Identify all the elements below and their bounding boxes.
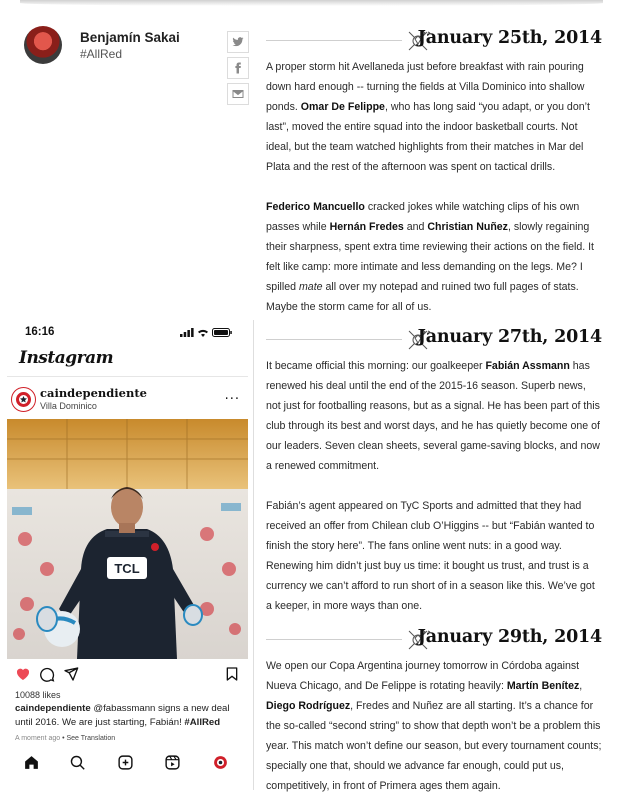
author-card bbox=[24, 26, 244, 66]
player-name: Diego Rodríguez bbox=[266, 700, 351, 712]
search-icon[interactable] bbox=[69, 754, 86, 771]
reels-icon[interactable] bbox=[164, 754, 181, 771]
instagram-logo[interactable]: Instagram bbox=[19, 348, 114, 368]
caption-text: @fabassmann signs a new deal until 2016. We are just starting, Fabián! bbox=[15, 703, 230, 728]
share-buttons bbox=[227, 31, 249, 109]
entry-paragraph bbox=[266, 197, 602, 317]
entry-date: January 29th, 2014 bbox=[417, 627, 602, 647]
email-share-button[interactable] bbox=[227, 83, 249, 105]
paragraph-text: , slowly regaining their sharpness, spent extra time reviewing their actions on the field. It felt like camp: more intimate and less demanding on the legs. Me? I spilled bbox=[266, 221, 594, 293]
paragraph-text: , who has long said “you adapt, or you don’t last”, moved the entire squad into the indoor basketball courts. Not ideal, but the team watched highlights from their matches in Mar del Plata and the rest of the afternoon was spent on tactical drills. bbox=[266, 101, 590, 173]
twitter-icon bbox=[232, 36, 244, 48]
post-location[interactable]: Villa Dominico bbox=[40, 401, 97, 411]
caption-hashtag[interactable]: #AllRed bbox=[184, 717, 221, 728]
post-caption bbox=[15, 702, 240, 730]
post-username[interactable]: caindependiente bbox=[40, 386, 147, 400]
author-hashtag[interactable]: #AllRed bbox=[80, 47, 123, 61]
paragraph-text: and bbox=[403, 221, 428, 233]
player-name: Christian Nuñez bbox=[427, 221, 508, 233]
instagram-embed bbox=[7, 318, 248, 790]
post-photo[interactable] bbox=[7, 419, 248, 659]
journal-entry bbox=[266, 28, 602, 317]
entry-header bbox=[266, 28, 602, 54]
entry-date: January 25th, 2014 bbox=[417, 28, 602, 48]
paragraph-text: all over my notepad and ruined two full pages of stats. Maybe the storm came for all of us. bbox=[266, 281, 579, 313]
time-ago: A moment ago bbox=[15, 735, 61, 742]
paragraph-text: cracked jokes while watching clips of his own passes while bbox=[266, 201, 580, 233]
caption-username[interactable]: caindependiente bbox=[15, 703, 91, 714]
post-header bbox=[7, 384, 248, 414]
player-name: Hernán Fredes bbox=[329, 221, 404, 233]
entry-header bbox=[266, 627, 602, 653]
column-divider bbox=[253, 320, 254, 790]
entry-rule bbox=[266, 639, 402, 640]
paragraph-text: , bbox=[579, 680, 583, 692]
author-name[interactable]: Benjamín Sakai bbox=[80, 30, 180, 45]
paragraph-text: Fabián’s agent appeared on TyC Sports and admitted that they had received an offer from Chilean club O’Higgins -- but “Fabián wanted to finish the story here”. The fans online went nuts: in a good way. Renewing him didn’t just buy us time: it bought us trust, and trust is a currency we can’t afford to run short of in a season like this. We’ve got a keeper, in more ways than one. bbox=[266, 500, 595, 612]
entry-rule bbox=[266, 339, 402, 340]
share-icon[interactable] bbox=[63, 666, 79, 682]
entry-paragraph bbox=[266, 656, 602, 796]
signal-icon bbox=[180, 328, 194, 337]
facebook-share-button[interactable] bbox=[227, 57, 249, 79]
paragraph-text: , Fredes and Nuñez are all starting. It’s a chance for the so-called “second string” to show that depth won’t be a problem this year. This match won’t define our season, but every tournament counts; specially one that, should we advance far enough, could put us, competitively, in front of Primera ages them again. bbox=[266, 700, 602, 792]
journal-entry bbox=[266, 327, 602, 616]
player-name: Omar De Felippe bbox=[300, 101, 385, 113]
heart-icon[interactable] bbox=[15, 666, 31, 682]
more-options-icon[interactable]: ... bbox=[224, 388, 240, 403]
entry-body bbox=[266, 656, 602, 796]
club-crest-icon bbox=[15, 391, 32, 408]
entry-body bbox=[266, 356, 602, 616]
wifi-icon bbox=[197, 328, 209, 337]
entry-body bbox=[266, 57, 602, 317]
paragraph-text: A proper storm hit Avellaneda just before breakfast with rain pouring down hard enough -- turning the fields at Villa Dominico into shallow ponds. bbox=[266, 61, 585, 113]
status-time: 16:16 bbox=[25, 326, 55, 338]
entry-paragraph bbox=[266, 496, 602, 616]
paragraph-text: has renewed his deal until the end of the 2015-16 season. Superb news, not just for footballing reasons, but as a signal. He has been part of this club through its best and worst days, and he has quietly become one of our leaders. Seven clean sheets, several game-saving blocks, and now a renewed commitment. bbox=[266, 360, 600, 472]
player-name: Fabián Assmann bbox=[485, 360, 570, 372]
goalkeeper-image bbox=[7, 419, 248, 659]
player-name: Federico Mancuello bbox=[266, 201, 365, 213]
battery-icon bbox=[212, 328, 232, 337]
paragraph-text: mate bbox=[298, 281, 323, 293]
entry-header bbox=[266, 327, 602, 353]
email-icon bbox=[232, 88, 244, 100]
entry-paragraph bbox=[266, 57, 602, 177]
facebook-icon bbox=[232, 62, 244, 74]
paragraph-text: It became official this morning: our goalkeeper bbox=[266, 360, 486, 372]
avatar[interactable] bbox=[24, 26, 62, 64]
comment-icon[interactable] bbox=[39, 666, 55, 682]
entry-paragraph bbox=[266, 356, 602, 476]
see-translation-link[interactable]: • See Translation bbox=[60, 735, 116, 742]
bookmark-icon[interactable] bbox=[224, 666, 240, 682]
bottom-nav bbox=[7, 754, 248, 776]
club-avatar[interactable] bbox=[11, 387, 36, 412]
status-icons bbox=[180, 328, 232, 337]
twitter-share-button[interactable] bbox=[227, 31, 249, 53]
journal-entry bbox=[266, 627, 602, 796]
likes-count[interactable]: 10088 likes bbox=[15, 690, 61, 700]
jersey-sponsor-text: TCL bbox=[114, 561, 140, 576]
header-divider bbox=[7, 376, 248, 377]
post-actions bbox=[15, 666, 240, 684]
post-timestamp bbox=[15, 735, 115, 742]
profile-avatar-icon[interactable] bbox=[212, 754, 229, 771]
paragraph-text: We open our Copa Argentina journey tomorrow in Córdoba against Nueva Chicago, and De Felippe is rotating heavily: bbox=[266, 660, 580, 692]
player-name: Martín Benítez bbox=[506, 680, 580, 692]
home-icon[interactable] bbox=[23, 754, 40, 771]
top-shadow bbox=[20, 0, 603, 6]
entry-date: January 27th, 2014 bbox=[417, 327, 602, 347]
entry-rule bbox=[266, 40, 402, 41]
new-post-icon[interactable] bbox=[117, 754, 134, 771]
